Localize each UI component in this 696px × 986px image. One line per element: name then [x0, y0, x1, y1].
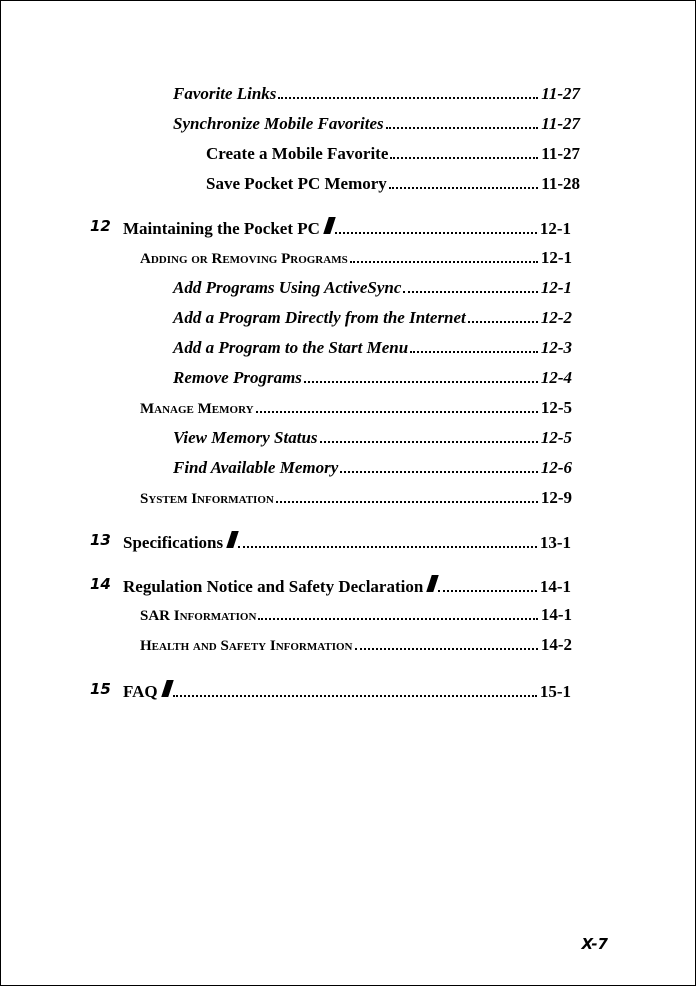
toc-chapter-title: Maintaining the Pocket PC: [123, 219, 320, 238]
toc-entry-page: 12-9: [540, 488, 572, 507]
toc-section[interactable]: [140, 635, 572, 655]
dot-leader: [390, 157, 538, 159]
toc-chapter-title: Specifications: [123, 533, 224, 552]
toc-entry-page: 14-1: [539, 577, 571, 596]
dot-leader: [276, 501, 538, 503]
dot-leader: [355, 648, 538, 650]
toc-entry-page: 12-6: [540, 458, 572, 477]
chapter-number: 12: [90, 217, 111, 235]
dot-leader: [238, 546, 537, 548]
toc-entry-title: Synchronize Mobile Favorites: [173, 114, 384, 133]
toc-entry[interactable]: [173, 428, 572, 448]
toc-chapter-13[interactable]: [90, 531, 571, 553]
toc-entry-title: Add a Program Directly from the Internet: [173, 308, 466, 327]
slash-icon: [323, 217, 336, 234]
toc-entry-page: 13-1: [539, 533, 571, 552]
toc-entry-page: 12-3: [540, 338, 572, 357]
toc-entry-page: 12-1: [539, 219, 571, 238]
chapter-number: 13: [90, 531, 111, 549]
toc-entry-page: 14-1: [540, 605, 572, 624]
toc-section-title: Health and Safety Information: [140, 638, 353, 654]
toc-section-title: SAR Information: [140, 608, 257, 624]
toc-entry-page: 11-27: [541, 144, 580, 163]
toc-entry-page: 12-1: [540, 278, 572, 297]
dot-leader: [410, 351, 538, 353]
toc-entry-title: Add Programs Using ActiveSync: [173, 278, 402, 297]
toc-entry[interactable]: [206, 174, 580, 194]
toc-entry-page: 14-2: [540, 635, 572, 654]
toc-entry-page: 12-4: [540, 368, 572, 387]
dot-leader: [389, 187, 538, 189]
toc-section[interactable]: [140, 398, 572, 418]
toc-entry[interactable]: [173, 114, 580, 134]
dot-leader: [320, 441, 538, 443]
toc-entry-page: 11-28: [541, 174, 580, 193]
toc-section[interactable]: [140, 605, 572, 625]
toc-entry-title: Find Available Memory: [173, 458, 339, 477]
dot-leader: [258, 618, 537, 620]
dot-leader: [386, 127, 539, 129]
toc-entry-title: View Memory Status: [173, 428, 318, 447]
toc-section[interactable]: [140, 248, 572, 268]
toc-chapter-14[interactable]: [90, 575, 571, 597]
toc-entry[interactable]: [173, 278, 572, 298]
toc-section-title: Manage Memory: [140, 401, 254, 417]
toc-entry-page: 11-27: [541, 84, 580, 103]
slash-icon: [226, 531, 239, 548]
dot-leader: [173, 695, 537, 697]
dot-leader: [403, 291, 537, 293]
dot-leader: [438, 590, 537, 592]
toc-chapter-15[interactable]: [90, 680, 571, 702]
toc-entry-page: 15-1: [539, 682, 571, 701]
toc-chapter-title: Regulation Notice and Safety Declaration: [123, 577, 424, 596]
toc-entry-title: Add a Program to the Start Menu: [173, 338, 409, 357]
slash-icon: [427, 575, 440, 592]
toc-entry[interactable]: [206, 144, 580, 164]
toc-entry-page: 12-5: [540, 428, 572, 447]
toc-entry[interactable]: [173, 338, 572, 358]
chapter-number: 14: [90, 575, 111, 593]
toc-entry[interactable]: [173, 84, 580, 104]
dot-leader: [350, 261, 538, 263]
toc-entry[interactable]: [173, 368, 572, 388]
dot-leader: [304, 381, 538, 383]
dot-leader: [468, 321, 538, 323]
toc-entry-title: Create a Mobile Favorite: [206, 144, 389, 163]
toc-entry-page: 12-2: [540, 308, 572, 327]
toc-section[interactable]: [140, 488, 572, 508]
toc-entry-page: 11-27: [541, 114, 580, 133]
dot-leader: [256, 411, 538, 413]
dot-leader: [340, 471, 538, 473]
toc-section-title: System Information: [140, 491, 274, 507]
toc-entry[interactable]: [173, 458, 572, 478]
slash-icon: [161, 680, 174, 697]
chapter-number: 15: [90, 680, 111, 698]
dot-leader: [278, 97, 538, 99]
toc-chapter-12[interactable]: [90, 217, 571, 239]
dot-leader: [335, 232, 537, 234]
toc-entry-page: 12-5: [540, 398, 572, 417]
toc-entry-title: Remove Programs: [173, 368, 302, 387]
toc-chapter-title: FAQ: [123, 682, 158, 701]
toc-entry-title: Save Pocket PC Memory: [206, 174, 387, 193]
toc-entry-title: Favorite Links: [173, 84, 277, 103]
page-number: X-7: [581, 935, 608, 953]
toc-section-title: Adding or Removing Programs: [140, 251, 348, 267]
toc-entry-page: 12-1: [540, 248, 572, 267]
toc-entry[interactable]: [173, 308, 572, 328]
